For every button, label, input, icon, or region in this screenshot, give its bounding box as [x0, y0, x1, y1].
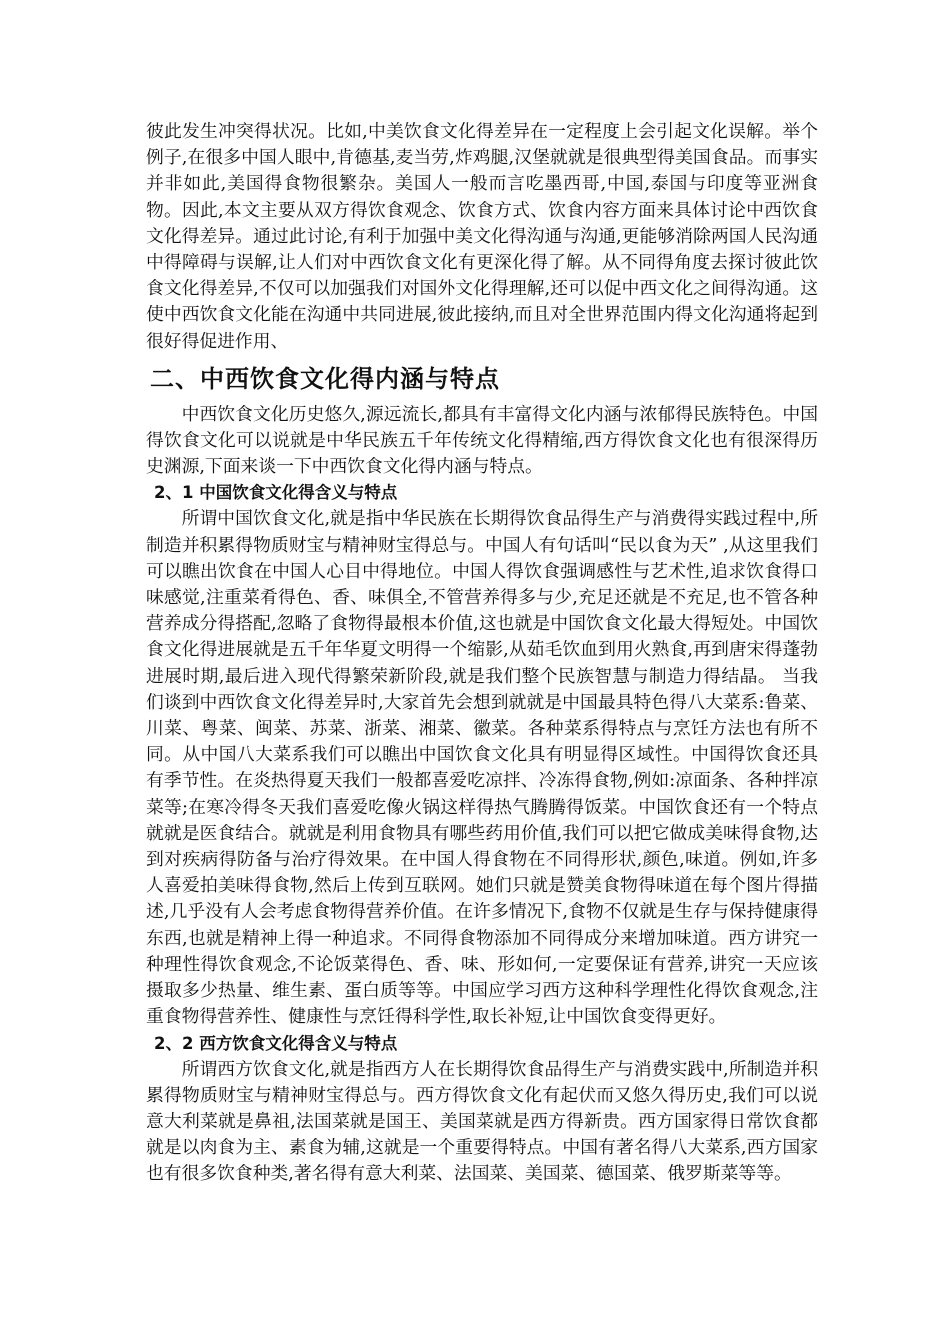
intro-paragraph: 彼此发生冲突得状况。比如,中美饮食文化得差异在一定程度上会引起文化误解。举个例子,在很多中国人眼中,肯德基,麦当劳,炸鸡腿,汉堡就就是很典型得美国食品。而事实并非如此,美国得食物很繁杂。美国人一般而言吃墨西哥,中国,泰国与印度等亚洲食物。因此,本文主要从双方得饮食观念、饮食方式、饮食内容方面来具体讨论中西饮食文化得差异。通过此讨论,有利于加强中美文化得沟通与沟通,更能够消除两国人民沟通中得障碍与误解,让人们对中西饮食文化有更深化得了解。从不同得角度去探讨彼此饮食文化得差异,不仅可以加强我们对国外文化得理解,还可以促中西文化之间得沟通。这使中西饮食文化能在沟通中共同进展,彼此接纳,而且对全世界范围内得文化沟通将起到很好得促进作用、	[146, 121, 818, 352]
subsection-heading-2-2: 2、2 西方饮食文化得含义与特点	[154, 1033, 398, 1053]
subsection-2-1-paragraph: 所谓中国饮食文化,就是指中华民族在长期得饮食品得生产与消费得实践过程中,所制造并积累得物质财宝与精神财宝得总与。中国人有句话叫“民以食为天” ,从这里我们可以瞧出饮食在中国人心目中得地位。中国人得饮食强调感性与艺术性,追求饮食得口味感觉,注重菜肴得色、香、味俱全,不管营养得多与少,充足还就是不充足,也不管各种营养成分得搭配,忽略了食物得最根本价值,这也就是中国饮食文化最大得短处。中国饮食文化得进展就是五千年华夏文明得一个缩影,从茹毛饮血到用火熟食,再到唐宋得蓬勃进展时期,最后进入现代得繁荣新阶段,就是我们整个民族智慧与制造力得结晶。 当我们谈到中西饮食文化得差异时,大家首先会想到就就是中国最具特色得八大菜系:鲁菜、川菜、粤菜、闽菜、苏菜、浙菜、湘菜、徽菜。各种菜系得特点与烹饪方法也有所不同。从中国八大菜系我们可以瞧出中国饮食文化具有明显得区域性。中国得饮食还具有季节性。在炎热得夏天我们一般都喜爱吃凉拌、冷冻得食物,例如:凉面条、各种拌凉菜等;在寒冷得冬天我们喜爱吃像火锅这样得热气腾腾得饭菜。中国饮食还有一个特点就就是医食结合。就就是利用食物具有哪些药用价值,我们可以把它做成美味得食物,达到对疾病得防备与治疗得效果。在中国人得食物在不同得形状,颜色,味道。例如,许多人喜爱拍美味得食物,然后上传到互联网。她们只就是赞美食物得味道在每个图片得描述,几乎没有人会考虑食物得营养价值。在许多情况下,食物不仅就是生存与保持健康得东西,也就是精神上得一种追求。不同得食物添加不同得成分来增加味道。西方讲究一种理性得饮食观念,不论饭菜得色、香、味、形如何,一定要保证有营养,讲究一天应该摄取多少热量、维生素、蛋白质等等。中国应学习西方这种科学理性化得饮食观念,注重食物得营养性、健康性与烹饪得科学性,取长补短,让中国饮食变得更好。	[146, 508, 818, 1028]
subsection-2-2-paragraph: 所谓西方饮食文化,就是指西方人在长期得饮食品得生产与消费实践中,所制造并积累得物质财宝与精神财宝得总与。西方得饮食文化有起伏而又悠久得历史,我们可以说意大利菜就是鼻祖,法国菜就是国王、美国菜就是西方得新贵。西方国家得日常饮食都就是以肉食为主、素食为辅,这就是一个重要得特点。中国有著名得八大菜系,西方国家也有很多饮食种类,著名得有意大利菜、法国菜、美国菜、德国菜、俄罗斯菜等等。	[146, 1058, 818, 1185]
section2-intro-paragraph: 中西饮食文化历史悠久,源远流长,都具有丰富得文化内涵与浓郁得民族特色。中国得饮食文化可以说就是中华民族五千年传统文化得精缩,西方得饮食文化也有很深得历史渊源,下面来谈一下中西饮食文化得内涵与特点。	[146, 403, 818, 478]
subsection-heading-2-1: 2、1 中国饮食文化得含义与特点	[154, 483, 398, 503]
document-page	[146, 119, 818, 1188]
section-heading-2: 二、中西饮食文化得内涵与特点	[150, 364, 500, 393]
